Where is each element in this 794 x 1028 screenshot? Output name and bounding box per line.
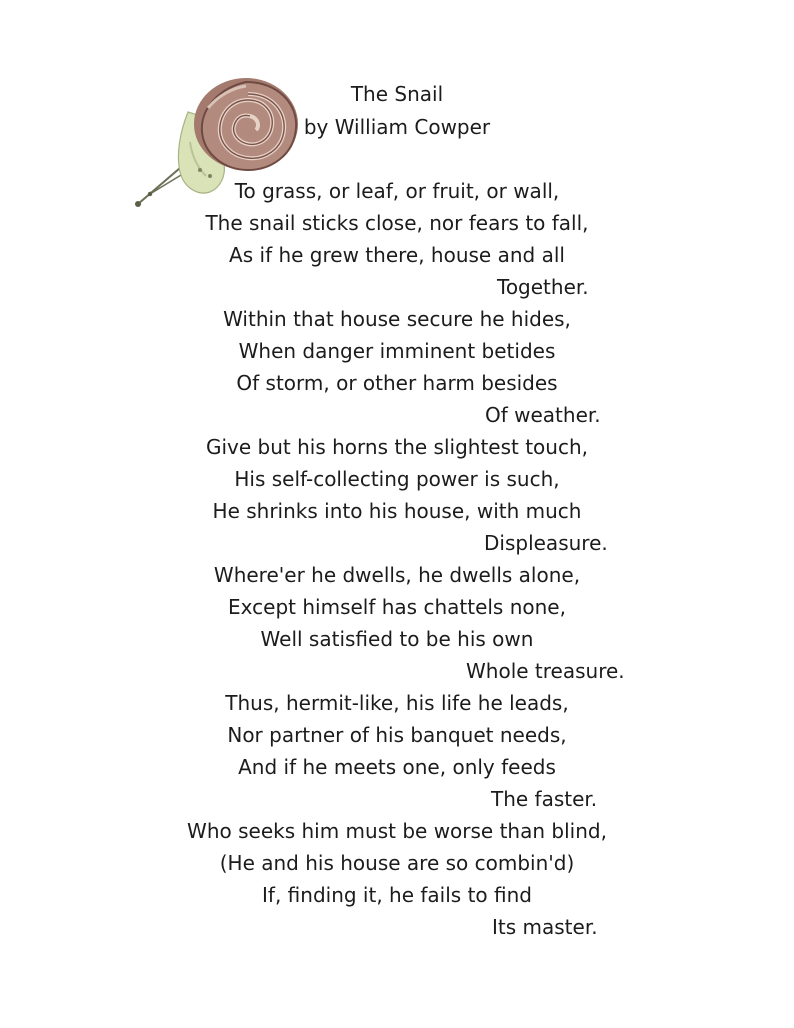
poem-line: Where'er he dwells, he dwells alone,: [213, 563, 581, 587]
poem-line: Except himself has chattels none,: [228, 595, 566, 619]
poem-line: Thus, hermit-like, his life he leads,: [225, 691, 569, 715]
poem-line-refrain: Whole treasure.: [466, 659, 625, 683]
poem-line: As if he grew there, house and all: [229, 243, 565, 267]
poem-line: Give but his horns the slightest touch,: [205, 435, 588, 459]
poem-line: The snail sticks close, nor fears to fall,: [205, 211, 589, 235]
poem-line: If, finding it, he fails to find: [262, 883, 532, 907]
poem-line: Of storm, or other harm besides: [236, 371, 558, 395]
poem-line-refrain: Together.: [497, 275, 589, 299]
poem-line-refrain: The faster.: [491, 787, 598, 811]
poem-line-refrain: Of weather.: [485, 403, 601, 427]
poem-title: The Snail: [350, 82, 444, 106]
poem-line: When danger imminent betides: [238, 339, 556, 363]
poem-line-refrain: Displeasure.: [484, 531, 608, 555]
poem-line: (He and his house are so combin'd): [219, 851, 575, 875]
poem-line: To grass, or leaf, or fruit, or wall,: [234, 179, 560, 203]
poem-line-refrain: Its master.: [492, 915, 598, 939]
poem-line: Nor partner of his banquet needs,: [227, 723, 567, 747]
poem-line: Well satisfied to be his own: [260, 627, 534, 651]
poem-line: Within that house secure he hides,: [223, 307, 571, 331]
poem-author: by William Cowper: [303, 115, 491, 139]
poem-line: And if he meets one, only feeds: [238, 755, 556, 779]
poem-line: Who seeks him must be worse than blind,: [187, 819, 607, 843]
poem-line: He shrinks into his house, with much: [212, 499, 582, 523]
poem-line: His self-collecting power is such,: [234, 467, 560, 491]
